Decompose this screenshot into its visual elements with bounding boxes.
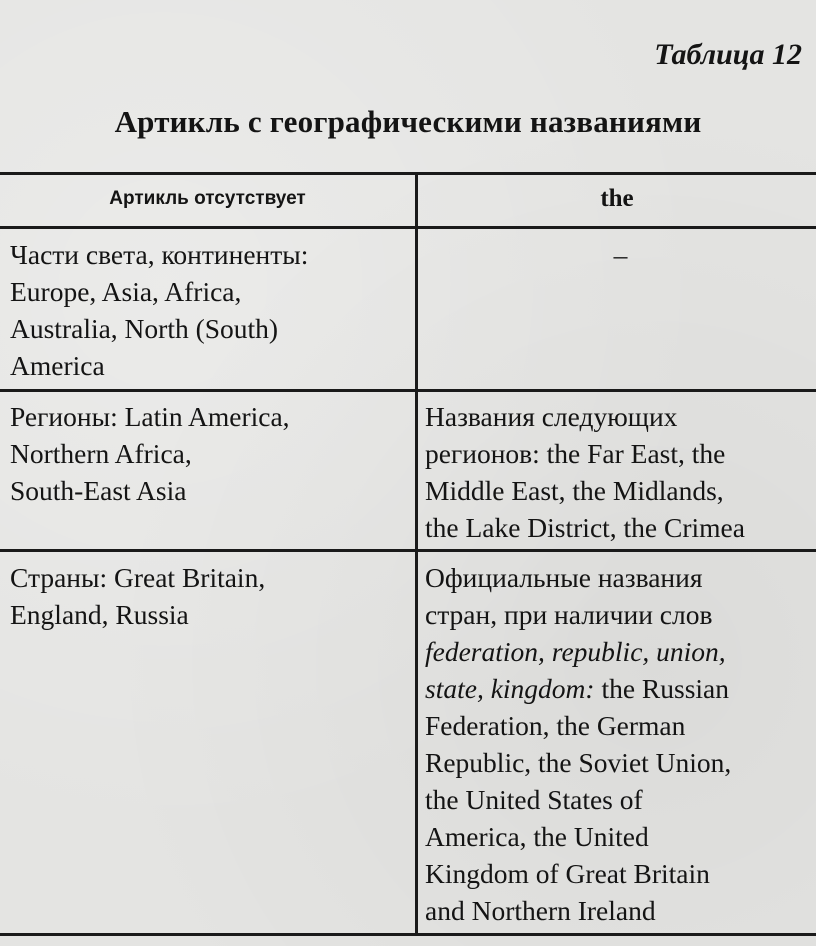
row-1-bottom-rule — [0, 389, 816, 392]
row-2-bottom-rule — [0, 549, 816, 552]
row-1-the-cell: – — [613, 239, 628, 270]
row-3-no-article-cell: Страны: Great Britain, England, Russia — [10, 562, 266, 630]
row-2-no-article-cell: Регионы: Latin America, Northern Africa, South-East Asia — [10, 401, 290, 506]
header-bottom-rule — [0, 226, 816, 229]
row-3-the-cell — [425, 559, 816, 929]
row-3-italic-terms: federation, republic, union, state, kingdom: — [425, 636, 726, 704]
column-header-no-article: Артикль отсутствует — [109, 188, 306, 209]
table-number-label: Таблица 12 — [654, 38, 802, 71]
row-1-no-article-cell: Части света, континенты: Europe, Asia, Africa, Australia, North (South) America — [10, 239, 309, 381]
row-3-line-1: Официальные названия — [425, 562, 703, 593]
table-bottom-rule — [0, 933, 816, 936]
column-divider — [415, 172, 418, 936]
row-3-line-2: стран, при наличии слов — [425, 599, 713, 630]
geography-article-table — [0, 172, 816, 938]
row-2-the-cell: Названия следующих регионов: the Far East, the Middle East, the Midlands, the Lake District, the Crimea — [425, 401, 745, 543]
column-header-the: the — [600, 185, 634, 212]
row-3-examples: the Russian Federation, the German Republic, the Soviet Union, the United States of America, the United Kingdom of Great Britain and Northern Ireland — [425, 673, 732, 926]
table-title: Артикль с географическими названиями — [114, 104, 702, 139]
